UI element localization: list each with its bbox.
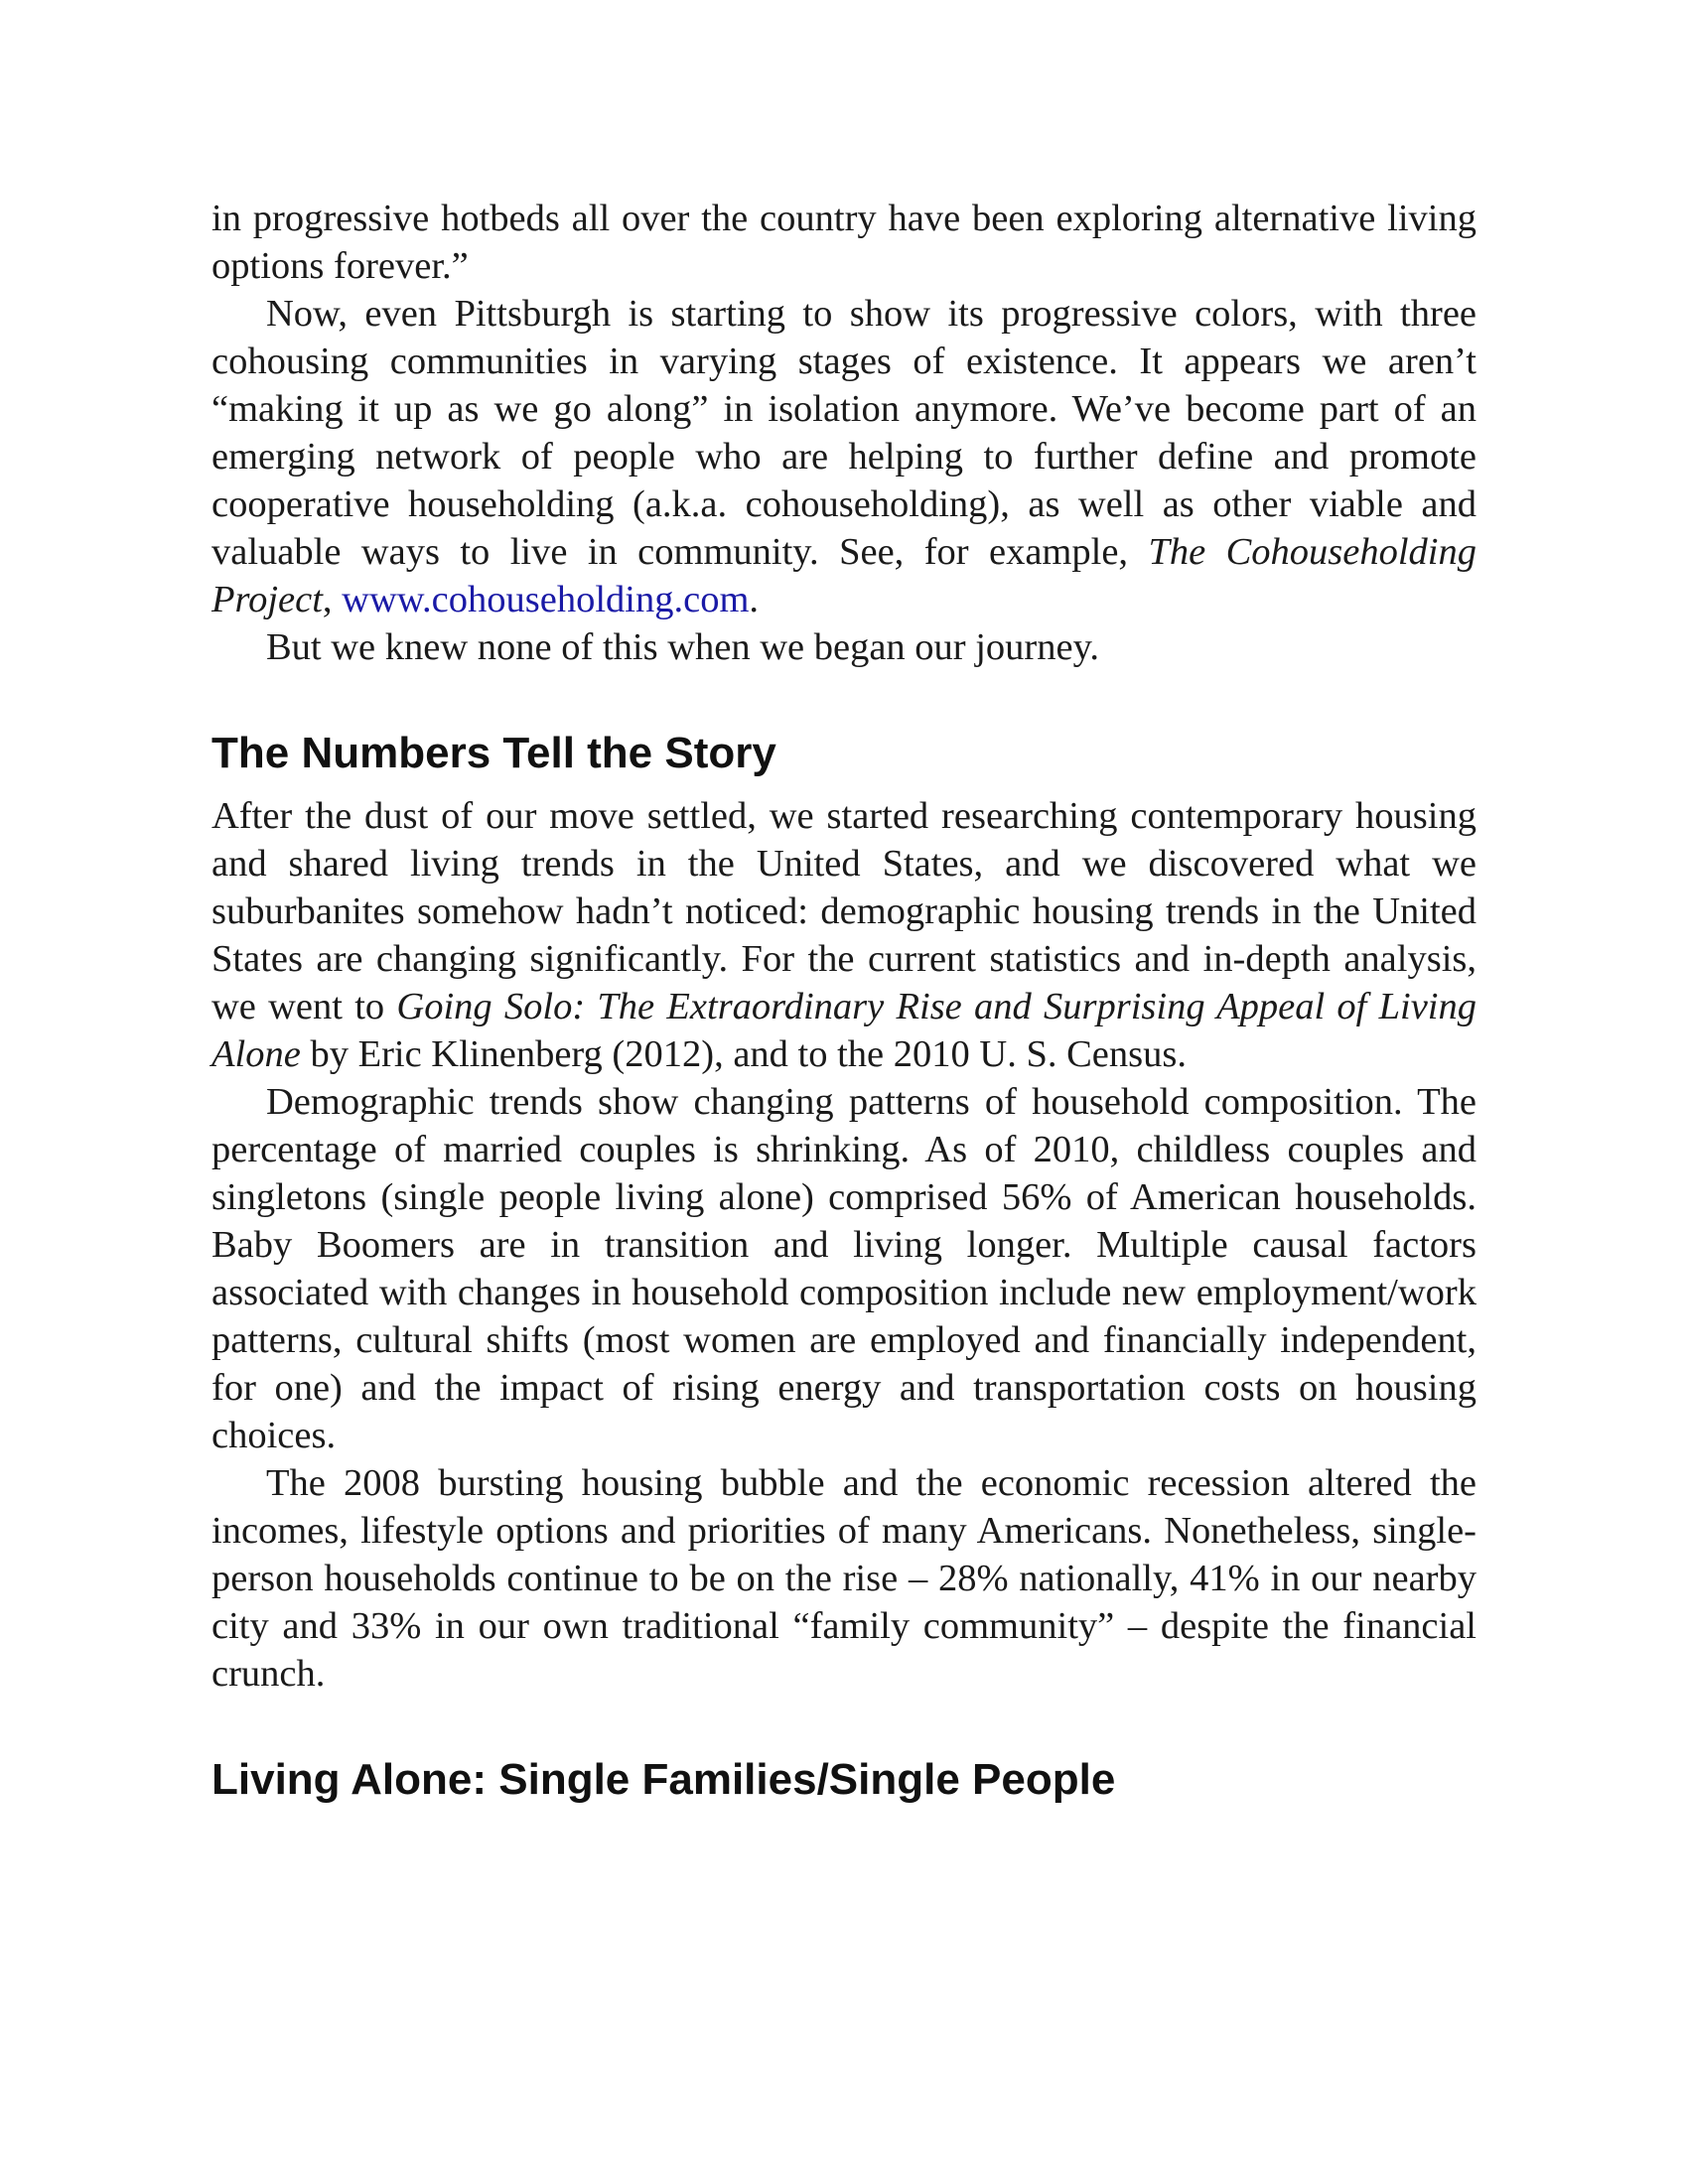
paragraph-research: [211, 792, 1477, 1078]
paragraph-continuation: in progressive hotbeds all over the country have been exploring alternative living options forever.”: [211, 198, 1477, 287]
paragraph-journey: But we knew none of this when we began our journey.: [266, 626, 1099, 668]
paragraph-text: by Eric Klinenberg (2012), and to the 2010 U. S. Census.: [300, 1033, 1187, 1075]
paragraph-pittsburgh: [211, 290, 1477, 623]
paragraph-text: .: [749, 579, 760, 620]
book-title-cohouseholding-project: The Cohouseholding Project: [211, 531, 1477, 620]
paragraph-text: After the dust of our move settled, we started researching contemporary housing and shared living trends in the United States, and we discovered what we suburbanites somehow hadn’t noticed: demographic housing trends in the United States are changing significantly. For the current statistics and in-depth analysis, we went to: [211, 795, 1477, 1027]
book-title-going-solo: Going Solo: The Extraordinary Rise and Surprising Appeal of Living Alone: [211, 986, 1477, 1075]
cohouseholding-link[interactable]: www.cohouseholding.com: [342, 579, 750, 620]
paragraph-text: Now, even Pittsburgh is starting to show its progressive colors, with three cohousing communities in varying stages of existence. It appears we aren’t “making it up as we go along” in isolation anymore. We’ve become part of an emerging network of people who are helping to further define and promote cooperative householding (a.k.a. cohouseholding), as well as other viable and valuable ways to live in community. See, for example,: [211, 293, 1477, 573]
paragraph-demographic-trends: Demographic trends show changing patterns of household composition. The percentage of married couples is shrinking. As of 2010, childless couples and singletons (single people living alone) comprised 56% of American households. Baby Boomers are in transition and living longer. Multiple causal factors associated with changes in household composition include new employment/work patterns, cultural shifts (most women are employed and financially independent, for one) and the impact of rising energy and transportation costs on housing choices.: [211, 1081, 1477, 1456]
paragraph-housing-bubble: The 2008 bursting housing bubble and the economic recession altered the incomes, lifestyle options and priorities of many Americans. Nonetheless, single-person households continue to be on the rise – 28% nationally, 41% in our nearby city and 33% in our own traditional “family community” – despite the financial crunch.: [211, 1462, 1477, 1695]
document-page: [211, 195, 1477, 1806]
section-heading-numbers: The Numbers Tell the Story: [211, 729, 776, 777]
paragraph-text: ,: [322, 579, 343, 620]
section-heading-living-alone: Living Alone: Single Families/Single People: [211, 1755, 1116, 1804]
